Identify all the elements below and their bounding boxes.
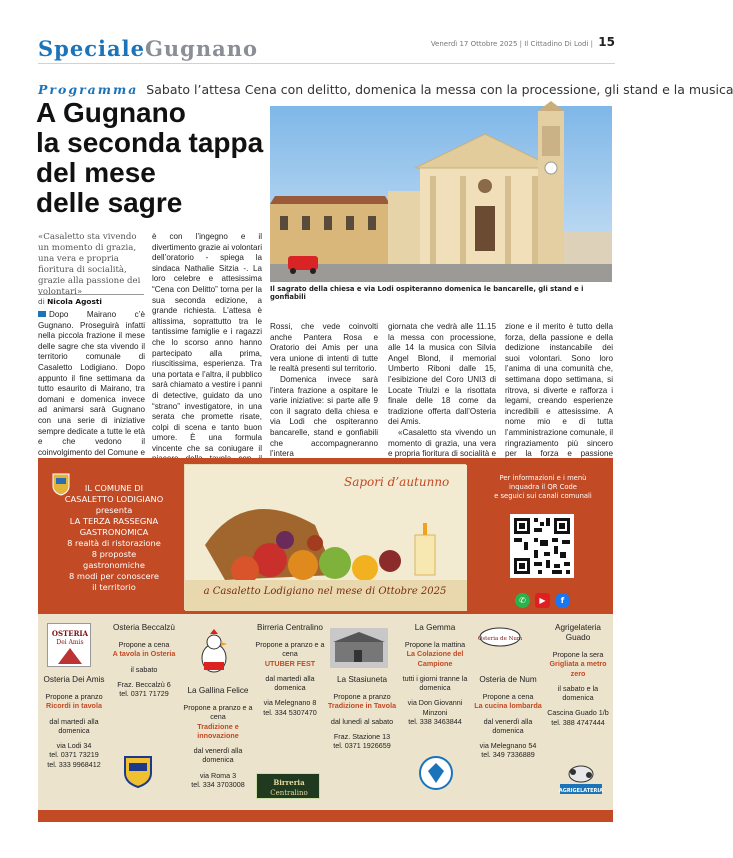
info-text [480, 474, 606, 500]
page-header [38, 30, 615, 64]
venue-addr: via Melegnano 54 [479, 741, 537, 751]
venue-days: dal martedì alla domenica [49, 716, 99, 735]
venue-line: Propone la mattina [404, 640, 466, 649]
comune-line: LA TERZA RASSEGNA [69, 516, 159, 526]
la-gemma-logo [418, 755, 454, 791]
headline-line: A Gugnano [36, 97, 186, 128]
section-rest: e [130, 36, 145, 61]
comune-line: CASALETTO LODIGIANO [64, 494, 164, 504]
byline-prefix: di [38, 297, 45, 306]
section-title [38, 36, 258, 61]
issue-date: Venerdì 17 Ottobre 2025 [430, 40, 518, 48]
comune-line: 8 proposte gastronomiche [83, 549, 145, 570]
headline [36, 98, 276, 218]
article-text: «Casaletto sta vivendo un momento di grazia, una vera e propria fioritura di socialità e [388, 427, 496, 459]
venue-offer: Grigliata a metro zero [549, 659, 607, 678]
venue-addr: via Melegnano 8 [263, 698, 317, 708]
birreria-centralino-logo [256, 773, 320, 799]
venue-offer: La cucina lombarda [474, 701, 542, 711]
venue-birreria-centralino [252, 623, 328, 717]
venue-phone: tel. 388 4747444 [551, 717, 605, 727]
svg-text:AGRIGELATERIA: AGRIGELATERIA [558, 788, 604, 794]
svg-text:Osteria de Num: Osteria de Num [477, 636, 523, 642]
venue-offer: Ricordi in tavola [46, 701, 102, 711]
venue-line: Propone a pranzo e a cena [183, 703, 253, 722]
venue-line: Propone a cena [118, 640, 170, 649]
info-line: Per informazioni e i menù [499, 474, 587, 482]
venue-offer: A tavola in Osteria [112, 649, 176, 659]
agrigelateria-guado-logo [560, 762, 602, 796]
paper-name: Il Cittadino Di Lodi [524, 40, 589, 48]
venue-days: dal lunedì al sabato [330, 716, 394, 726]
venue-line: Propone a pranzo [45, 692, 103, 701]
venue-phone: tel. 333 9968412 [47, 759, 101, 769]
venue-name: Birreria Centralino [257, 623, 323, 632]
hero-subtitle: a Casaletto Lodigiano nel mese di Ottobre 2025 [203, 586, 447, 597]
headline-line: delle sagre [36, 187, 183, 218]
comune-text [60, 483, 168, 593]
info-line: inquadra il QR Code [509, 482, 577, 491]
venue-name: Osteria Dei Amis [43, 675, 105, 684]
stasiuneta-photo [330, 628, 388, 668]
byline [38, 294, 144, 306]
venue-offer: La Colazione del Campione [406, 649, 464, 668]
venue-days: il sabato [130, 664, 158, 674]
venue-line: Propone a pranzo e a cena [255, 640, 325, 659]
byline-author: Nicola Agosti [47, 297, 102, 306]
venue-addr: Fraz. Beccalzù 6 [117, 679, 171, 689]
venue-name: La Gemma [414, 623, 456, 632]
article-text: zione e il merito è tutto della forza, della passione e della dedizione instancabile dei suoi volontari. Sono loro l’anima di una comunità che, settimana dopo settimana, si ritrova, si diverte e rafforza i legami, creando esperienze incredibili e attesissime. A nome mio e di tutta l’amministrazione comunale, il ringraziamento più sincero per la forza e passione [505, 322, 613, 459]
svg-text:Dei Amis: Dei Amis [56, 639, 84, 646]
kicker-label: Programma [38, 82, 139, 97]
venue-name: La Gallina Felice [187, 686, 249, 695]
gallina-felice-logo [196, 628, 232, 680]
venue-name: La Stasiuneta [336, 675, 388, 684]
venue-offer: Tradizione in Tavola [327, 701, 397, 711]
venue-offer: Tradizione e innovazione [197, 721, 239, 740]
venue-offer: UTUBER FEST [264, 658, 316, 668]
article-col-5 [505, 322, 613, 470]
venue-line: Propone la sera [552, 650, 604, 659]
venue-phone: tel. 0371 71729 [119, 689, 169, 699]
article-text: giornata che vedrà alle 11.15 la messa con processione, alle 14 la musica con Silvia Angel Blond, il memorial Umberto Riboni dalle 15, l’esibizione del Coro UNI3 di Locate Triulzi e la risottata finale delle 18 come da tradizione offerta dall’Osteria dei Amis. [388, 322, 496, 427]
comune-line: IL COMUNE DI [84, 483, 144, 493]
venue-phone: tel. 0371 1926659 [333, 741, 391, 751]
article-text: Dopo Mairano c’è Gugnano. Proseguirà infatti nella piccola frazione il mese delle sagre che sta vivendo il territorio comunale di Casaletto Lodigiano. Dopo appunto il fine settimana da tutto esaurito di Mairano, tra domani e domenica invece ad animarsi sarà Gugnano con una serie di iniziative sempre dedicate a tutte le età e che vedono il coinvolgimento del Comune e [38, 310, 145, 457]
venue-addr: Cascina Guado 1/b [547, 708, 609, 718]
venue-la-stasiuneta [325, 675, 399, 750]
section-word: Special [38, 36, 131, 61]
venue-days: dal venerdì alla domenica [193, 746, 243, 765]
venue-la-gemma [398, 623, 472, 726]
article-start-mark [38, 311, 46, 317]
venue-osteria-beccalzu [106, 623, 182, 698]
venue-addr: via Don Giovanni Minzoni [407, 698, 463, 717]
venue-agrigelateria-guado [543, 623, 613, 727]
venue-la-gallina-felice [180, 686, 256, 789]
venue-addr: via Roma 3 [199, 770, 237, 780]
comune-line: 8 realtà di ristorazione [67, 538, 161, 548]
youtube-icon[interactable]: ▶ [535, 593, 550, 608]
hero-title: Sapori d’autunno [344, 475, 450, 489]
venue-days: il sabato e la domenica [557, 683, 599, 703]
qr-code[interactable] [510, 514, 574, 578]
venue-days: tutti i giorni tranne la domenica [402, 673, 468, 693]
osteria-de-num-logo [478, 626, 522, 648]
whatsapp-icon[interactable]: ✆ [515, 593, 530, 608]
church-illustration [270, 106, 612, 282]
venue-days: dal venerdì alla domenica [483, 716, 533, 735]
comune-line: presenta [95, 505, 133, 515]
section-town: Gugnano [144, 36, 258, 61]
venue-addr: Fraz. Stazione 13 [333, 731, 391, 741]
venue-phone: tel. 0371 73219 [49, 750, 99, 760]
article-text: è con l’ingegno e il divertimento grazie ai volontari dell’oratorio - spiega la sindaca Nathalie Sitzia -. La loro celebre e attesissima “Cena con Delitto” torna per la sua seconda edizione, a grande richiesta. L’attesa è altissima, soprattutto tra le tantissime famiglie e i ragazzi che lo scorso anno hanno partecipato alla prima, riuscitissima, esperienza. Tra una portata e l’altra, il pubblico sarà chiamato a vestire i panni di detective, guidato da uno “strano” investigatore, in una serata che promette risate, colpi di scena e tanto buon umore. È una formula vincente che sa coniugare il [152, 232, 262, 453]
header-meta: Venerdì 17 Ottobre 2025 | Il Cittadino Di Lodi | [430, 40, 593, 48]
headline-line: del mese [36, 157, 156, 188]
ad-bottom-band [38, 810, 613, 822]
article-text: Domenica invece sarà l’intera frazione a ospitare le varie iniziative: si parte alle 9 con il sagrato della chiesa e via Lodi che ospiteranno bancarelle, stand e gonfiabili che accompagneranno l’intera [270, 374, 378, 459]
venue-phone: tel. 334 3703008 [191, 780, 245, 790]
venue-name: Agrigelateria Guado [555, 623, 601, 642]
article-text: Rossi, che vede coinvolti anche Pantera Rosa e Oratorio dei Amis per una vera unione di intenti di tutte le realtà presenti sul territorio. [270, 322, 378, 374]
venue-line: Propone a cena [482, 692, 534, 701]
headline-line: la seconda tappa [36, 127, 264, 158]
venue-days: dal martedì alla domenica [265, 673, 315, 693]
venue-name: Osteria de Num [479, 675, 537, 684]
article-col-1 [38, 310, 145, 480]
comune-line: GASTRONOMICA [79, 527, 149, 537]
article-col-4 [388, 322, 496, 470]
photo-caption: Il sagrato della chiesa e via Lodi ospiteranno domenica le bancarelle, gli stand e i gonfiabili [270, 285, 584, 301]
comune-line: il territorio [92, 582, 136, 592]
page-number: 15 [598, 35, 615, 49]
church-photo [270, 106, 612, 282]
pull-quote: «Casaletto sta vivendo un momento di grazia, una vera e propria fioritura di socialità, grazie alla passione dei volontari» [38, 232, 141, 297]
svg-text:OSTERIA: OSTERIA [51, 629, 89, 638]
osteria-dei-amis-logo [47, 623, 91, 667]
venue-name: Osteria Beccalzù [113, 623, 175, 632]
article-col-3 [270, 322, 378, 460]
svg-text:Centralino: Centralino [270, 789, 308, 797]
info-line: e seguici sui canali comunali [494, 491, 592, 500]
venue-osteria-de-num [470, 675, 546, 760]
beccalzu-crest-icon [123, 755, 153, 789]
svg-text:Birreria: Birreria [273, 778, 305, 787]
venue-phone: tel. 334 5307470 [263, 707, 317, 717]
venue-phone: tel. 349 7336889 [481, 750, 535, 760]
venue-osteria-dei-amis [38, 675, 110, 769]
kicker [38, 82, 733, 97]
comune-line: 8 modi per conoscere [69, 571, 159, 581]
venue-phone: tel. 338 3463844 [408, 717, 462, 727]
facebook-icon[interactable]: f [555, 593, 570, 608]
kicker-text: Sabato l’attesa Cena con delitto, domenica la messa con la processione, gli stand e la musica [146, 82, 733, 97]
venue-addr: via Lodi 34 [56, 741, 92, 751]
venue-line: Propone a pranzo [333, 692, 391, 701]
